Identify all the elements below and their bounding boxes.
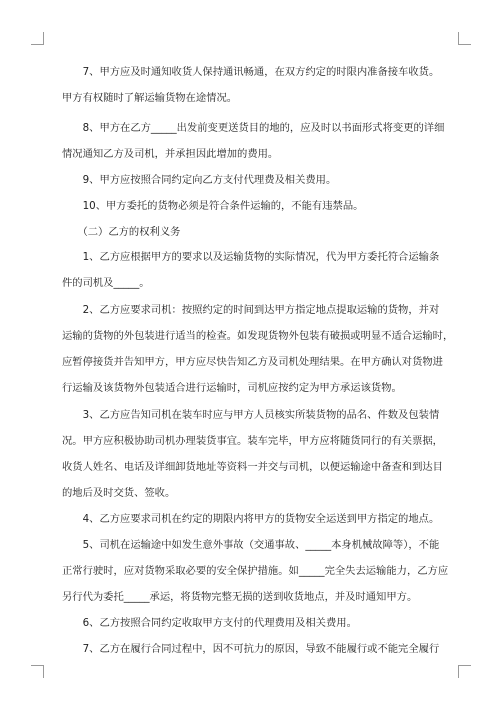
paragraph-line: 10、甲方委托的货物必须是符合条件运输的，不能有违禁品。 xyxy=(62,200,364,212)
paragraph-line: 7、甲方应及时通知收货人保持通讯畅通，在双方约定的时限内准备接车收货。 xyxy=(62,66,440,78)
paragraph-line: 况。甲方应积极协助司机办理装货事宜。装车完毕，甲方应将随货同行的有关票据， xyxy=(62,435,443,447)
paragraph-line: 6、乙方按照合同约定收取甲方支付的代理费用及相关费用。 xyxy=(62,617,357,629)
paragraph-line: 运输的货物的外包装进行适当的检查。如发现货物外包装有破损或明显不适合运输时， xyxy=(62,330,454,342)
paragraph-line: 正常行驶时，应对货物采取必要的安全保护措施。如_____完全失去运输能力，乙方应 xyxy=(62,565,449,577)
paragraph-line: 件的司机及_____。 xyxy=(62,277,150,289)
paragraph-line: 行运输及该货物外包装适合进行运输时，司机应按约定为甲方承运该货物。 xyxy=(62,382,402,394)
paragraph-line: （二）乙方的权利义务 xyxy=(62,226,181,238)
paragraph-line: 收货人姓名、电话及详细卸货地址等资料一并交与司机，以便运输途中备查和到达目 xyxy=(62,461,443,473)
crop-mark-bottom-left xyxy=(31,665,44,678)
paragraph-line: 另行代为委托_____承运，将货物完整无损的送到收货地点，并及时通知甲方。 xyxy=(62,591,418,603)
paragraph-line: 8、甲方在乙方_____出发前变更送货目的地的，应及时以书面形式将变更的详细 xyxy=(62,122,445,134)
paragraph-line: 情况通知乙方及司机，并承担因此增加的费用。 xyxy=(62,148,279,160)
paragraph-line: 4、乙方应要求司机在约定的期限内将甲方的货物安全运送到甲方指定的地点。 xyxy=(62,513,440,525)
paragraph-line: 9、甲方应按照合同约定向乙方支付代理费及相关费用。 xyxy=(62,174,337,186)
paragraph-line: 的地后及时交货、签收。 xyxy=(62,487,176,499)
paragraph-line: 3、乙方应告知司机在装车时应与甲方人员核实所装货物的品名、件数及包装情 xyxy=(62,409,440,421)
paragraph-line: 甲方有权随时了解运输货物在途情况。 xyxy=(62,92,238,104)
paragraph-line: 5、司机在运输途中如发生意外事故（交通事故、_____本身机械故障等），不能 xyxy=(62,539,440,551)
crop-mark-top-left xyxy=(31,32,44,45)
crop-mark-top-right xyxy=(458,32,471,45)
paragraph-line: 2、乙方应要求司机：按照约定的时间到达甲方指定地点提取运输的货物，并对 xyxy=(62,304,440,316)
paragraph-line: 1、乙方应根据甲方的要求以及运输货物的实际情况，代为甲方委托符合运输条 xyxy=(62,251,440,263)
crop-mark-bottom-right xyxy=(458,665,471,678)
paragraph-line: 7、乙方在履行合同过程中，因不可抗力的原因，导致不能履行或不能完全履行 xyxy=(62,643,440,655)
paragraph-line: 应暂停接货并告知甲方，甲方应尽快告知乙方及司机处理结果。在甲方确认对货物进 xyxy=(62,356,443,368)
